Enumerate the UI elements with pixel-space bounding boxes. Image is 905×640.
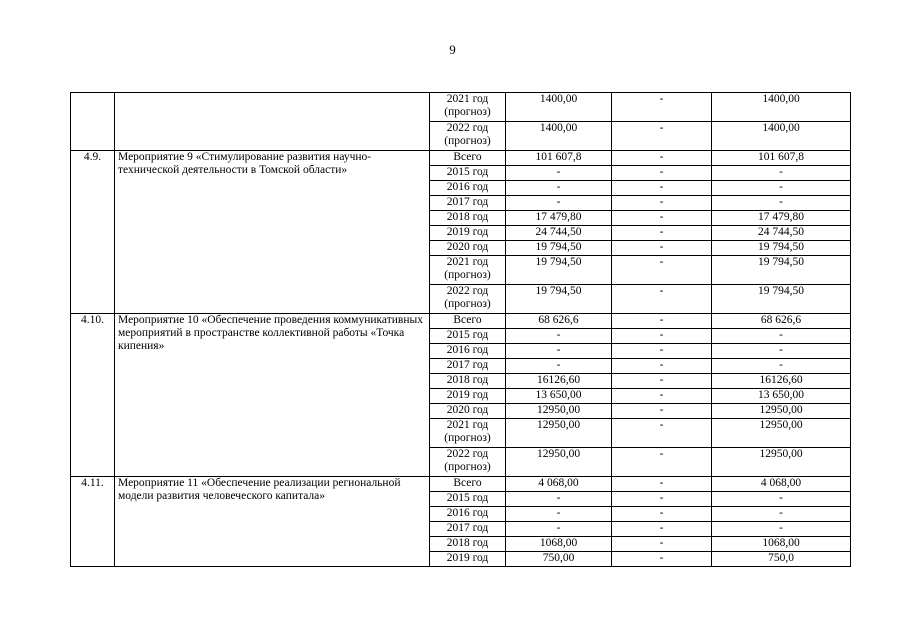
year-cell: Всего <box>430 314 506 329</box>
regional-cell: 19 794,50 <box>712 285 851 314</box>
page-number: 9 <box>449 42 456 57</box>
regional-cell: 750,0 <box>712 552 851 567</box>
regional-cell: - <box>712 359 851 374</box>
year-cell: 2018 год <box>430 537 506 552</box>
year-cell: 2015 год <box>430 166 506 181</box>
total-cell: 16126,60 <box>506 374 612 389</box>
federal-cell: - <box>612 522 712 537</box>
regional-cell: 1400,00 <box>712 93 851 122</box>
regional-cell: - <box>712 196 851 211</box>
activity-name-cell <box>115 93 430 151</box>
year-cell: 2015 год <box>430 329 506 344</box>
year-cell: 2018 год <box>430 374 506 389</box>
regional-cell: 19 794,50 <box>712 256 851 285</box>
activity-name-cell: Мероприятие 11 «Обеспечение реализации региональной модели развития человеческого капитала» <box>115 477 430 567</box>
table-row <box>71 314 851 329</box>
year-cell: Всего <box>430 477 506 492</box>
year-cell: 2022 год (прогноз) <box>430 448 506 477</box>
year-cell: 2021 год (прогноз) <box>430 256 506 285</box>
year-cell: 2017 год <box>430 522 506 537</box>
federal-cell: - <box>612 226 712 241</box>
regional-cell: 17 479,80 <box>712 211 851 226</box>
regional-cell: 12950,00 <box>712 404 851 419</box>
regional-cell: - <box>712 344 851 359</box>
regional-cell: 101 607,8 <box>712 151 851 166</box>
federal-cell: - <box>612 389 712 404</box>
regional-cell: - <box>712 181 851 196</box>
year-cell: 2016 год <box>430 507 506 522</box>
year-cell: 2021 год (прогноз) <box>430 419 506 448</box>
federal-cell: - <box>612 404 712 419</box>
regional-cell: 16126,60 <box>712 374 851 389</box>
activity-name-cell: Мероприятие 9 «Стимулирование развития научно-технической деятельности в Томской области» <box>115 151 430 314</box>
federal-cell: - <box>612 211 712 226</box>
regional-cell: 12950,00 <box>712 419 851 448</box>
federal-cell: - <box>612 507 712 522</box>
year-cell: 2019 год <box>430 389 506 404</box>
total-cell: - <box>506 329 612 344</box>
federal-cell: - <box>612 419 712 448</box>
federal-cell: - <box>612 537 712 552</box>
regional-cell: 12950,00 <box>712 448 851 477</box>
row-number-cell: 4.11. <box>71 477 115 567</box>
year-cell: 2022 год (прогноз) <box>430 122 506 151</box>
federal-cell: - <box>612 196 712 211</box>
federal-cell: - <box>612 93 712 122</box>
year-cell: 2016 год <box>430 181 506 196</box>
year-cell: 2020 год <box>430 404 506 419</box>
total-cell: 19 794,50 <box>506 285 612 314</box>
total-cell: 12950,00 <box>506 419 612 448</box>
total-cell: 12950,00 <box>506 448 612 477</box>
regional-cell: 68 626,6 <box>712 314 851 329</box>
federal-cell: - <box>612 329 712 344</box>
total-cell: - <box>506 166 612 181</box>
regional-cell: 1068,00 <box>712 537 851 552</box>
year-cell: 2020 год <box>430 241 506 256</box>
table-row <box>71 151 851 166</box>
regional-cell: - <box>712 522 851 537</box>
federal-cell: - <box>612 181 712 196</box>
federal-cell: - <box>612 122 712 151</box>
total-cell: - <box>506 507 612 522</box>
table-row <box>71 477 851 492</box>
year-cell: 2019 год <box>430 226 506 241</box>
total-cell: 19 794,50 <box>506 241 612 256</box>
federal-cell: - <box>612 492 712 507</box>
regional-cell: 13 650,00 <box>712 389 851 404</box>
row-number-cell <box>71 93 115 151</box>
year-cell: 2015 год <box>430 492 506 507</box>
regional-cell: - <box>712 166 851 181</box>
total-cell: 13 650,00 <box>506 389 612 404</box>
total-cell: 12950,00 <box>506 404 612 419</box>
total-cell: 19 794,50 <box>506 256 612 285</box>
total-cell: 750,00 <box>506 552 612 567</box>
regional-cell: - <box>712 329 851 344</box>
table-row <box>71 93 851 122</box>
year-cell: 2019 год <box>430 552 506 567</box>
total-cell: 4 068,00 <box>506 477 612 492</box>
year-cell: 2016 год <box>430 344 506 359</box>
regional-cell: 4 068,00 <box>712 477 851 492</box>
total-cell: 1068,00 <box>506 537 612 552</box>
regional-cell: - <box>712 492 851 507</box>
year-cell: 2018 год <box>430 211 506 226</box>
total-cell: - <box>506 344 612 359</box>
total-cell: 1400,00 <box>506 93 612 122</box>
total-cell: - <box>506 181 612 196</box>
year-cell: 2017 год <box>430 196 506 211</box>
activity-name-cell: Мероприятие 10 «Обеспечение проведения коммуникативных мероприятий в пространстве коллективной работы «Точка кипения» <box>115 314 430 477</box>
federal-cell: - <box>612 477 712 492</box>
total-cell: 68 626,6 <box>506 314 612 329</box>
federal-cell: - <box>612 314 712 329</box>
regional-cell: 1400,00 <box>712 122 851 151</box>
total-cell: 1400,00 <box>506 122 612 151</box>
federal-cell: - <box>612 166 712 181</box>
regional-cell: 19 794,50 <box>712 241 851 256</box>
row-number-cell: 4.10. <box>71 314 115 477</box>
year-cell: 2021 год (прогноз) <box>430 93 506 122</box>
federal-cell: - <box>612 374 712 389</box>
year-cell: 2017 год <box>430 359 506 374</box>
federal-cell: - <box>612 552 712 567</box>
regional-cell: - <box>712 507 851 522</box>
total-cell: 101 607,8 <box>506 151 612 166</box>
year-cell: 2022 год (прогноз) <box>430 285 506 314</box>
total-cell: - <box>506 359 612 374</box>
row-number-cell: 4.9. <box>71 151 115 314</box>
federal-cell: - <box>612 344 712 359</box>
federal-cell: - <box>612 151 712 166</box>
federal-cell: - <box>612 285 712 314</box>
total-cell: 24 744,50 <box>506 226 612 241</box>
budget-table <box>70 92 851 567</box>
federal-cell: - <box>612 448 712 477</box>
regional-cell: 24 744,50 <box>712 226 851 241</box>
total-cell: 17 479,80 <box>506 211 612 226</box>
total-cell: - <box>506 196 612 211</box>
year-cell: Всего <box>430 151 506 166</box>
total-cell: - <box>506 492 612 507</box>
federal-cell: - <box>612 241 712 256</box>
total-cell: - <box>506 522 612 537</box>
federal-cell: - <box>612 256 712 285</box>
federal-cell: - <box>612 359 712 374</box>
